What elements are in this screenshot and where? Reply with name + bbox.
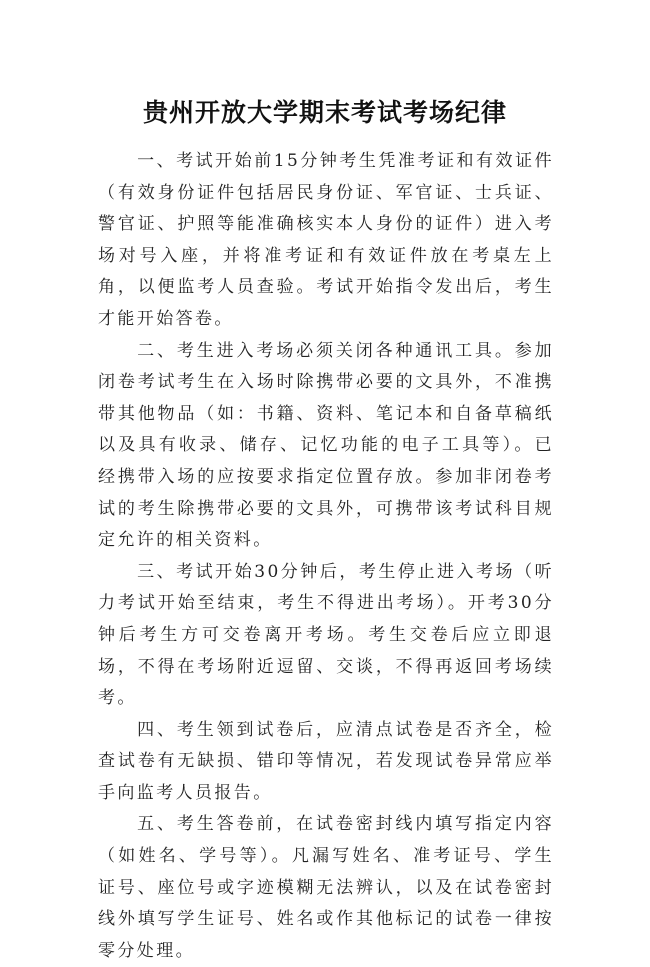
rule-paragraph-4: 四、考生领到试卷后，应清点试卷是否齐全，检查试卷有无缺损、错印等情况，若发现试卷异常应举手向监考人员报告。: [98, 719, 554, 803]
document-body: [98, 146, 554, 967]
rule-paragraph-5: 五、考生答卷前，在试卷密封线内填写指定内容（如姓名、学号等）。凡漏写姓名、准考证号、学生证号、座位号或字迹模糊无法辨认，以及在试卷密封线外填写学生证号、姓名或作其他标记的试卷一律按零分处理。: [98, 814, 554, 961]
rule-paragraph-3: 三、考试开始30分钟后，考生停止进入考场（听力考试开始至结束，考生不得进出考场）。开考30分钟后考生方可交卷离开考场。考生交卷后应立即退场，不得在考场附近逗留、交谈，不得再返回考场续考。: [98, 561, 554, 709]
document-title: 贵州开放大学期末考试考场纪律: [142, 98, 507, 127]
rule-paragraph-1: 一、考试开始前15分钟考生凭准考证和有效证件（有效身份证件包括居民身份证、军官证、士兵证、警官证、护照等能准确核实本人身份的证件）进入考场对号入座，并将准考证和有效证件放在考桌左上角，以便监考人员查验。考试开始指令发出后，考生才能开始答卷。: [98, 151, 554, 329]
rule-paragraph-2: 二、考生进入考场必须关闭各种通讯工具。参加闭卷考试考生在入场时除携带必要的文具外，不准携带其他物品（如：书籍、资料、笔记本和自备草稿纸以及具有收录、储存、记忆功能的电子工具等）。已经携带入场的应按要求指定位置存放。参加非闭卷考试的考生除携带必要的文具外，可携带该考试科目规定允许的相关资料。: [98, 340, 554, 551]
